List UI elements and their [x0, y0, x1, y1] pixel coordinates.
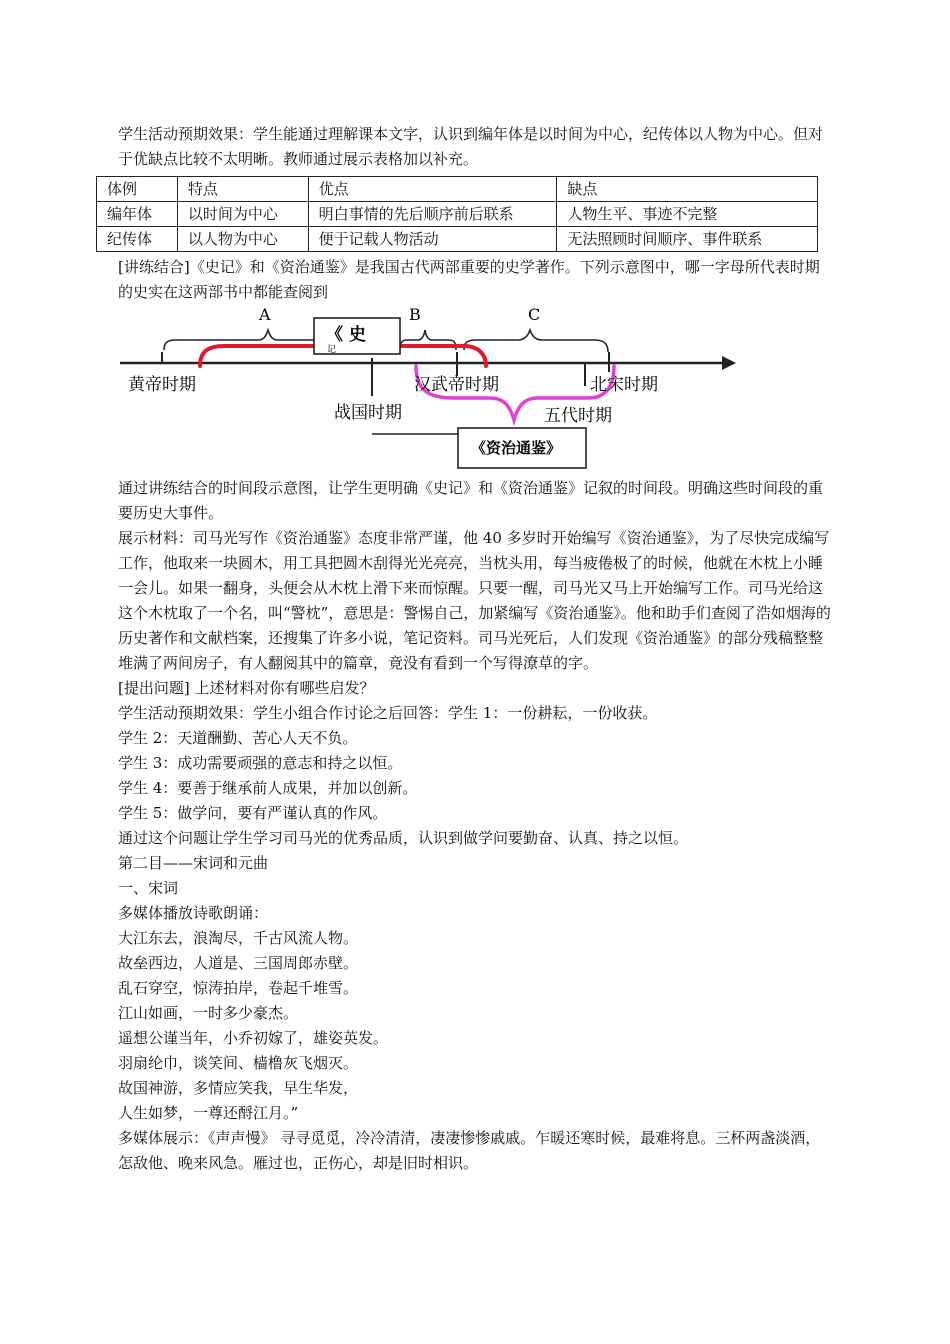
table-header-cell: 体例 — [97, 177, 178, 202]
poem-line: 乱石穿空，惊涛拍岸，卷起千堆雪。 — [118, 979, 359, 997]
table-cell: 明白事情的先后顺序前后联系 — [308, 202, 557, 227]
paragraph: 学生 5：做学问，要有严谨认真的作风。 — [118, 804, 388, 822]
paragraph-expected-effect: 学生活动预期效果：学生能通过理解课本文字，认识到编年体是以时间为中心，纪传体以人物为中心。但对于优缺点比较不太明晰。教师通过展示表格加以补充。 — [118, 125, 824, 168]
zizhi-title: 《资治通鉴》 — [471, 439, 562, 457]
paragraph: 通过这个问题让学生学习司马光的优秀品质，认识到做学问要勤奋、认真、持之以恒。 — [118, 829, 689, 847]
table-cell: 以时间为中心 — [177, 202, 308, 227]
section-heading: 第二目——宋词和元曲 — [118, 854, 269, 872]
period-huangdi: 黄帝时期 — [128, 375, 196, 395]
brace-c — [464, 330, 608, 352]
period-zhanguo: 战国时期 — [334, 403, 402, 423]
table-row — [97, 227, 818, 252]
poem-line: 故垒西边，人道是、三国周郎赤壁。 — [118, 954, 359, 972]
period-hanwudi: 汉武帝时期 — [414, 375, 499, 395]
table-header-row — [97, 177, 818, 202]
paragraph: 学生 4：要善于继承前人成果，并加以创新。 — [118, 779, 418, 797]
poem-line: 大江东去，浪淘尽，千古风流人物。 — [118, 929, 359, 947]
poem-line: 遥想公谨当年，小乔初嫁了，雄姿英发。 — [118, 1029, 389, 1047]
table-cell: 以人物为中心 — [177, 227, 308, 252]
poem-line: 江山如画，一时多少豪杰。 — [118, 1004, 299, 1022]
poem-line: 故国神游，多情应笑我，早生华发， — [118, 1079, 359, 1097]
period-beisong: 北宋时期 — [590, 375, 658, 395]
table-header-cell: 缺点 — [557, 177, 818, 202]
poem-line: 人生如梦，一尊还酹江月。” — [118, 1104, 299, 1122]
body-text — [118, 476, 834, 1176]
letter-a: A — [259, 306, 271, 324]
timeline-diagram — [118, 306, 748, 472]
paragraph: 学生 3：成功需要顽强的意志和持之以恒。 — [118, 754, 403, 772]
table-cell: 人物生平、事迹不完整 — [557, 202, 818, 227]
paragraph: [提出问题] 上述材料对你有哪些启发？ — [118, 679, 375, 697]
table-row — [97, 202, 818, 227]
table-cell: 纪传体 — [97, 227, 178, 252]
paragraph: 多媒体展示：《声声慢》 寻寻觅觅，冷冷清清，凄凄惨惨戚戚。乍暖还寒时候，最难将息。三杯两盏淡酒，怎敌他、晚来风急。雁过也，正伤心，却是旧时相识。 — [118, 1129, 821, 1172]
letter-c: C — [528, 306, 541, 324]
period-wudai: 五代时期 — [544, 406, 612, 426]
paragraph: 学生活动预期效果：学生小组合作讨论之后回答：学生 1：一份耕耘，一份收获。 — [118, 704, 658, 722]
paragraph: 展示材料：司马光写作《资治通鉴》态度非常严谨，他 40 多岁时开始编写《资治通鉴》，为了尽快完成编写工作，他取来一块圆木，用工具把圆木刮得光光亮亮，当枕头用，每当疲倦极了的时候，他就在木枕上小睡一会儿。如果一翻身，头便会从木枕上滑下来而惊醒。只要一醒，司马光又马上开始编写工作。司马光给这这个木枕取了一个名，叫“警枕”，意思是：警惕自己，加紧编写《资治通鉴》。他和助手们查阅了浩如烟海的历史著作和文献档案，还搜集了许多小说，笔记资料。司马光死后，人们发现《资治通鉴》的部分残稿整整堆满了两间房子，有人翻阅其中的篇章，竟没有看到一个写得潦草的字。 — [118, 529, 831, 672]
paragraph: 多媒体播放诗歌朗诵： — [118, 904, 269, 922]
paragraph-exercise: [讲练结合]《史记》和《资治通鉴》是我国古代两部重要的史学著作。下列示意图中，哪一字母所代表时期的史实在这两部书中都能查阅到 — [118, 258, 820, 301]
exercise-paragraph — [118, 255, 834, 305]
table-header-cell: 特点 — [177, 177, 308, 202]
paragraph: 通过讲练结合的时间段示意图，让学生更明确《史记》和《资治通鉴》记叙的时间段。明确这些时间段的重要历史大事件。 — [118, 479, 824, 522]
table-cell: 编年体 — [97, 202, 178, 227]
letter-b: B — [409, 306, 421, 324]
subsection-heading: 一、宋词 — [118, 879, 179, 897]
timeline-arrowhead — [722, 356, 736, 370]
shiji-title-partial: 记 — [327, 345, 337, 355]
poem-line: 羽扇纶巾，谈笑间、樯橹灰飞烟灭。 — [118, 1054, 359, 1072]
intro-paragraph — [118, 122, 834, 172]
shiji-title: 《 史 — [326, 325, 366, 345]
table-header-cell: 优点 — [308, 177, 557, 202]
table-cell: 无法照顾时间顺序、事件联系 — [557, 227, 818, 252]
comparison-table — [96, 176, 818, 252]
paragraph: 学生 2：天道酬勤、苦心人天不负。 — [118, 729, 358, 747]
table-cell: 便于记载人物活动 — [308, 227, 557, 252]
